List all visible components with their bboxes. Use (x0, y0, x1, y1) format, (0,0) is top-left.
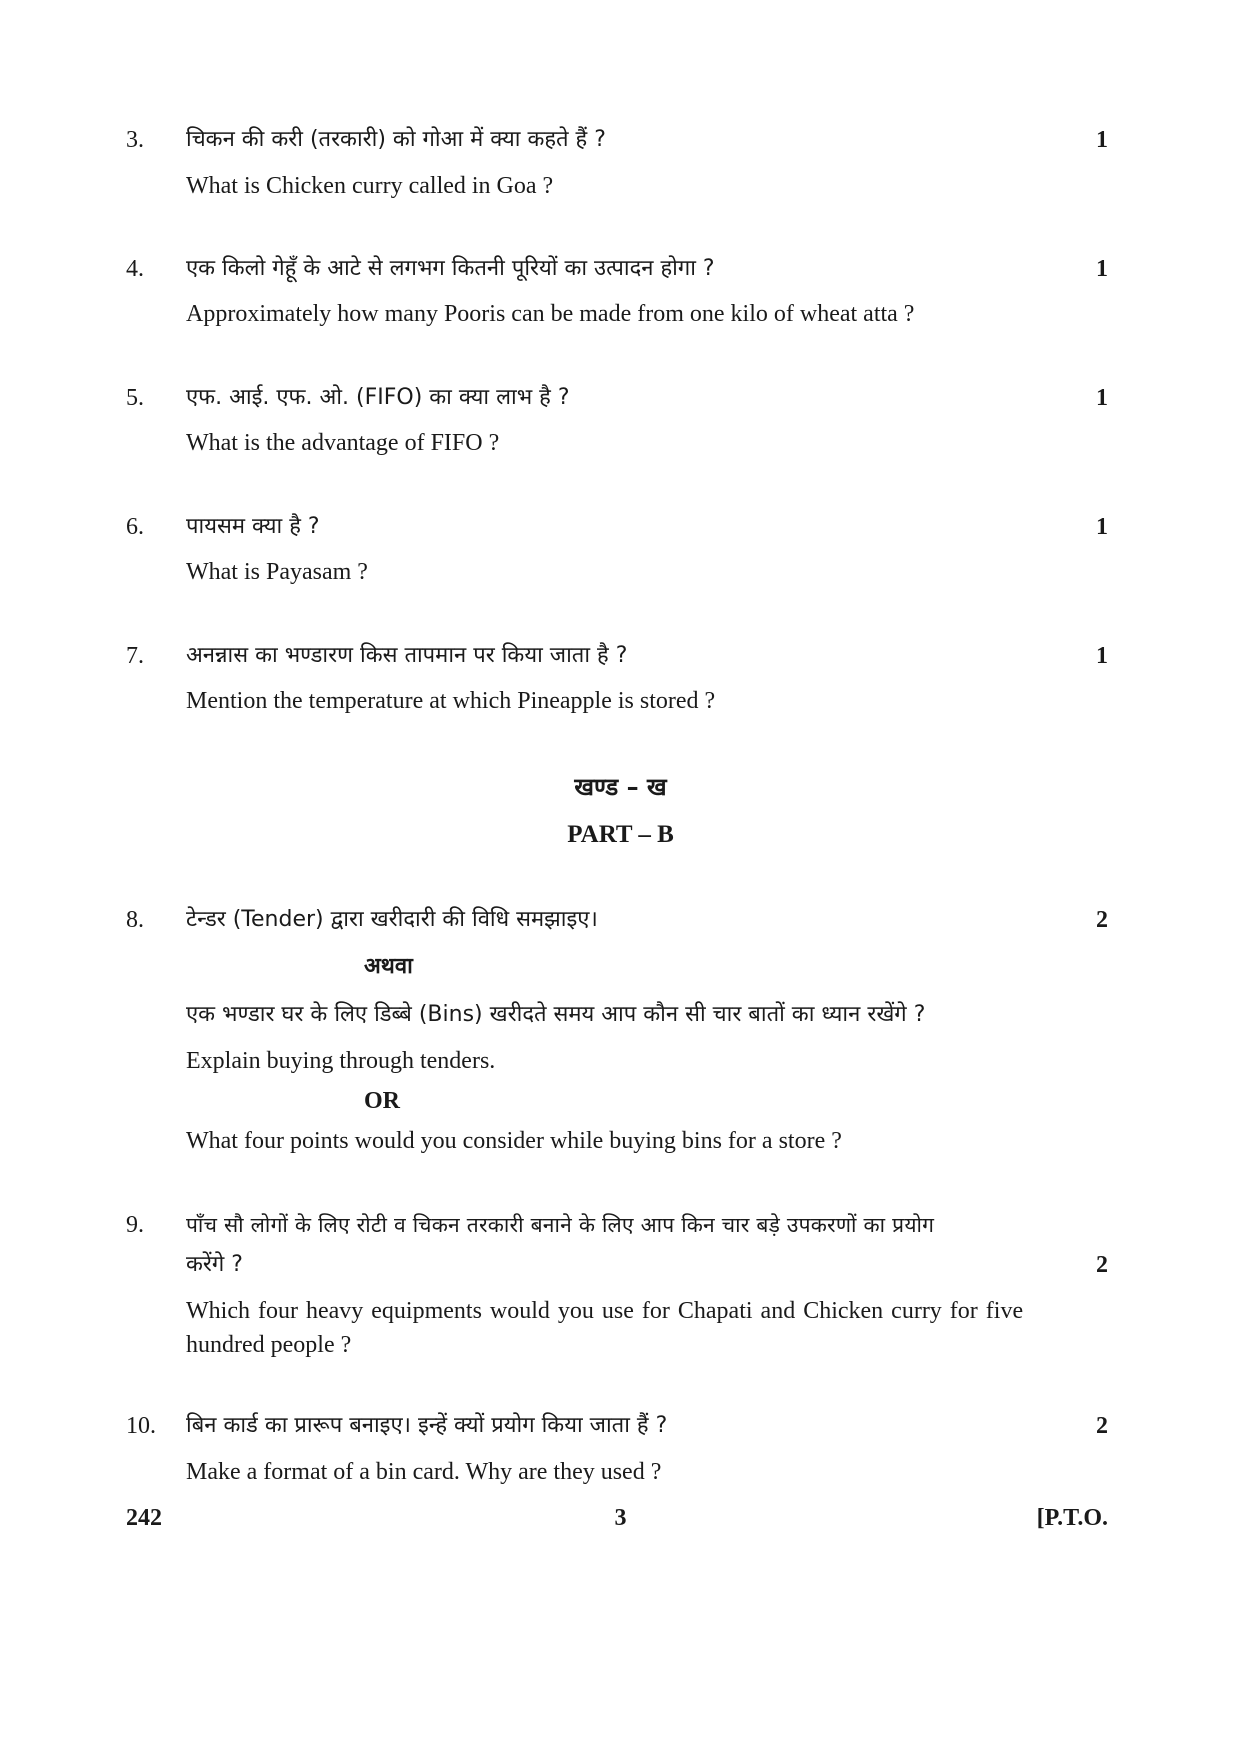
question-text-hindi: पायसम क्या है ? (186, 514, 320, 539)
question-text-hindi: अनन्नास का भण्डारण किस तापमान पर किया जाता है ? (186, 643, 628, 668)
question-text-english: What four points would you consider while buying bins for a store ? (186, 1128, 842, 1154)
question-number: 7. (126, 643, 144, 669)
question-text-english: Mention the temperature at which Pineapple is stored ? (186, 688, 716, 714)
question-number: 6. (126, 514, 144, 540)
question-text-english: What is Chicken curry called in Goa ? (186, 173, 554, 199)
question-text-hindi: एक किलो गेहूँ के आटे से लगभग कितनी पूरियों का उत्पादन होगा ? (186, 256, 715, 281)
question-text-english: What is Payasam ? (186, 559, 368, 585)
question-number: 5. (126, 385, 144, 411)
question-number: 4. (126, 256, 144, 282)
question-marks: 1 (1096, 127, 1108, 153)
or-label-english: OR (364, 1088, 400, 1114)
question-text-hindi: पाँच सौ लोगों के लिए रोटी व चिकन तरकारी बनाने के लिए आप किन चार बड़े उपकरणों का प्रयोग (186, 1213, 935, 1237)
question-marks: 1 (1096, 385, 1108, 411)
part-b-heading-hindi: खण्ड – ख (574, 773, 667, 801)
or-label-hindi: अथवा (364, 954, 413, 979)
question-text-english: Approximately how many Pooris can be made from one kilo of wheat atta ? (186, 301, 915, 327)
question-text-hindi: एफ. आई. एफ. ओ. (FIFO) का क्या लाभ है ? (186, 385, 570, 410)
question-number: 10. (126, 1413, 156, 1439)
part-b-heading-english: PART – B (567, 821, 674, 848)
question-text-english: What is the advantage of FIFO ? (186, 430, 500, 456)
question-text-english: Which four heavy equipments would you use for Chapati and Chicken curry for five (186, 1298, 1024, 1324)
question-text-hindi: एक भण्डार घर के लिए डिब्बे (Bins) खरीदते समय आप कौन सी चार बातों का ध्यान रखेंगे ? (186, 1002, 926, 1027)
question-text-hindi: बिन कार्ड का प्रारूप बनाइए। इन्हें क्यों प्रयोग किया जाता हैं ? (186, 1413, 668, 1438)
question-text-hindi: टेन्डर (Tender) द्वारा खरीदारी की विधि समझाइए। (186, 907, 598, 932)
question-text-hindi: करेंगे ? (186, 1252, 243, 1277)
question-text-english: Explain buying through tenders. (186, 1048, 496, 1074)
question-text-english: Make a format of a bin card. Why are they used ? (186, 1459, 662, 1485)
paper-code: 242 (126, 1505, 162, 1531)
question-marks: 2 (1096, 1252, 1108, 1278)
page-number: 3 (614, 1505, 627, 1531)
question-number: 3. (126, 127, 144, 153)
question-marks: 2 (1096, 907, 1108, 933)
question-text-hindi: चिकन की करी (तरकारी) को गोआ में क्या कहते हैं ? (186, 127, 606, 152)
pto-label: [P.T.O. (1036, 1505, 1108, 1531)
question-marks: 1 (1096, 643, 1108, 669)
question-number: 9. (126, 1212, 144, 1238)
question-number: 8. (126, 907, 144, 933)
question-marks: 1 (1096, 256, 1108, 282)
question-marks: 1 (1096, 514, 1108, 540)
question-text-english: hundred people ? (186, 1332, 352, 1358)
question-marks: 2 (1096, 1413, 1108, 1439)
